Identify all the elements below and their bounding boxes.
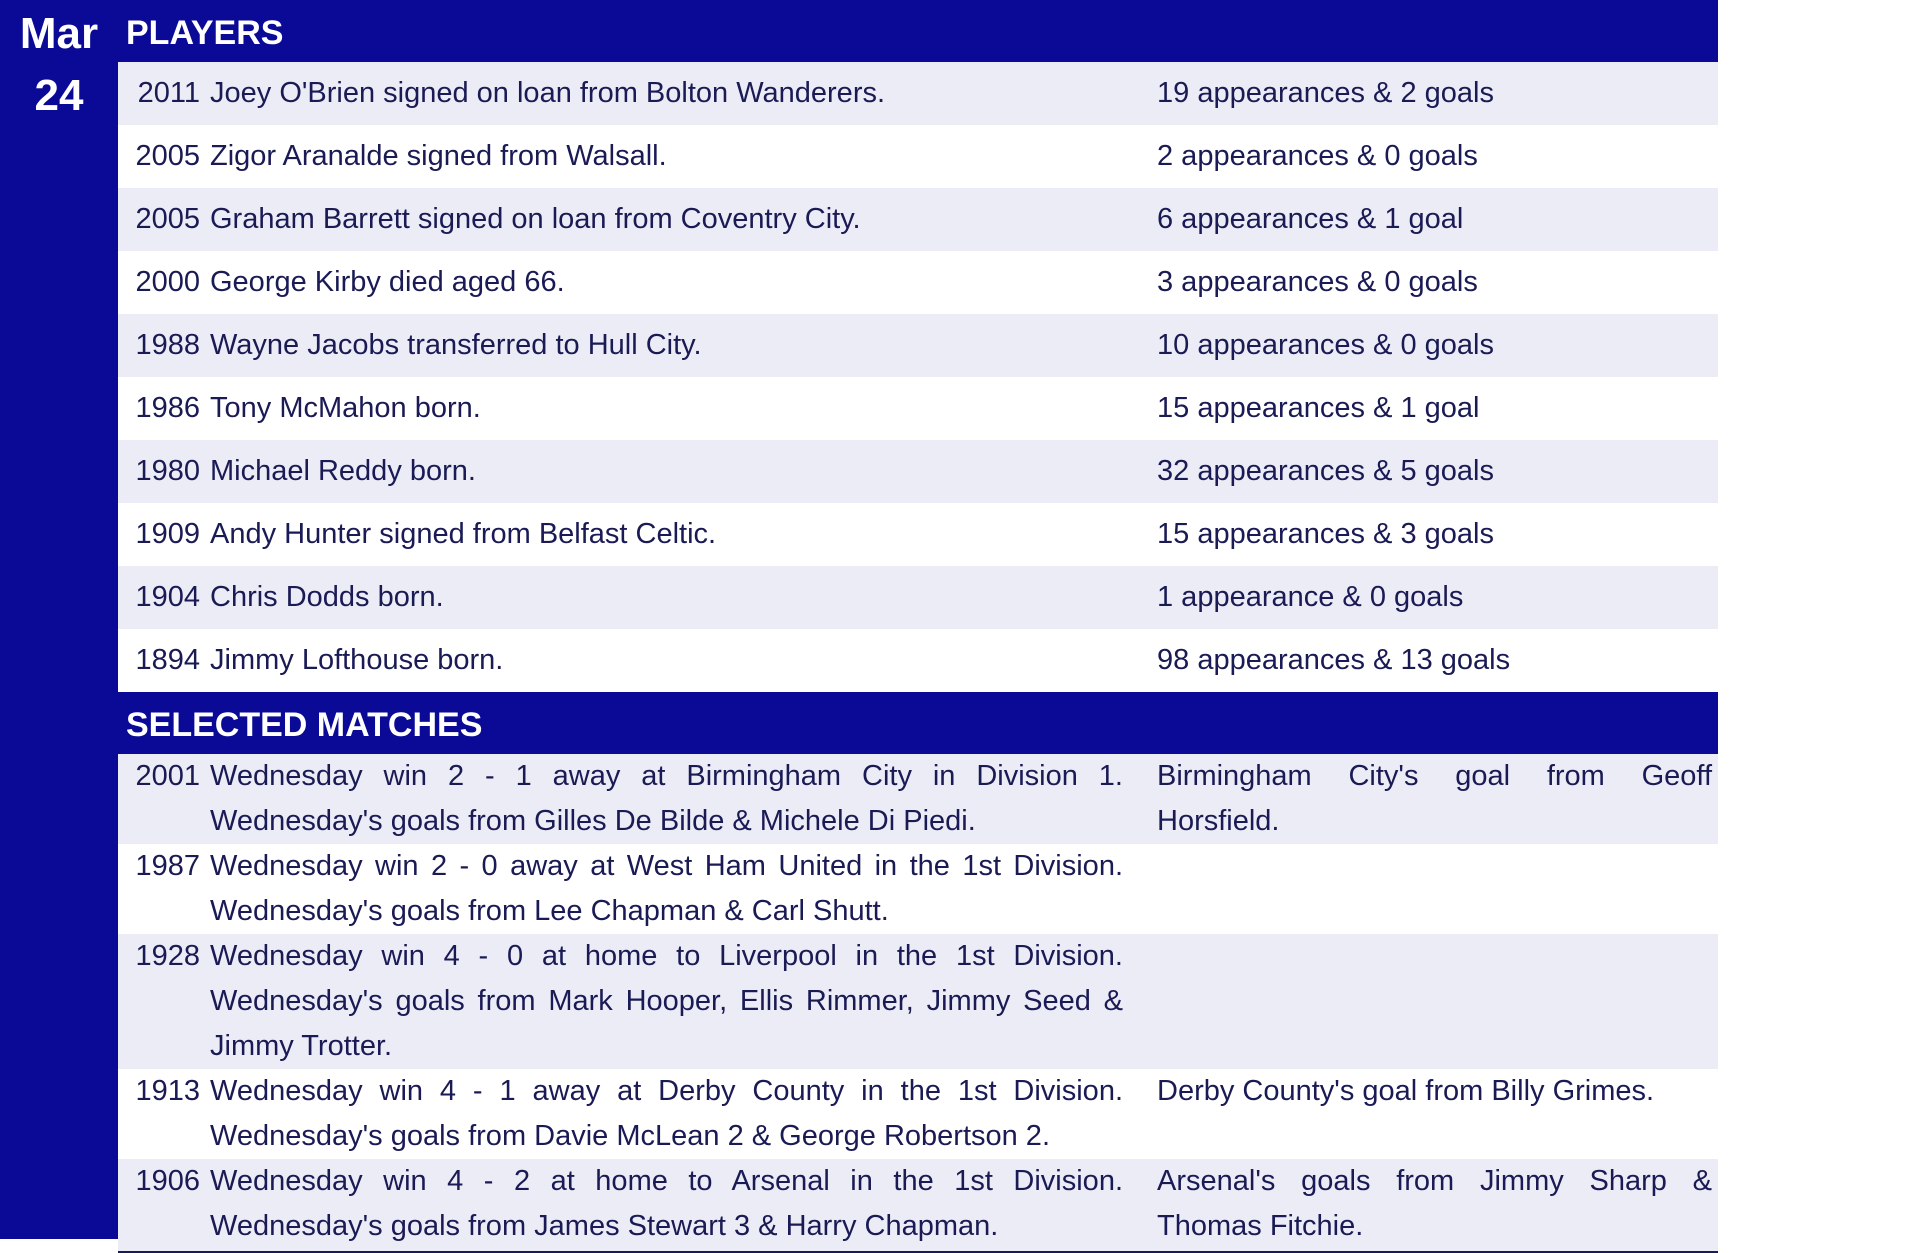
player-year: 1909 — [135, 518, 200, 550]
player-event: Zigor Aranalde signed from Walsall. — [210, 140, 667, 172]
match-row — [118, 754, 1718, 844]
match-summary: Wednesday win 2 - 0 away at West Ham United in the 1st Division. Wednesday's goals from Lee Chapman & Carl Shutt. — [210, 850, 1123, 927]
date-column — [0, 0, 118, 1239]
match-year: 2001 — [135, 760, 200, 792]
player-row — [118, 251, 1718, 314]
player-stats: 10 appearances & 0 goals — [1157, 329, 1494, 361]
player-stats: 3 appearances & 0 goals — [1157, 266, 1478, 298]
match-row — [118, 1159, 1718, 1251]
opponent-goals: Arsenal's goals from Jimmy Sharp & Thomas Fitchie. — [1157, 1165, 1712, 1242]
player-stats: 98 appearances & 13 goals — [1157, 644, 1511, 676]
player-row — [118, 377, 1718, 440]
match-year: 1906 — [135, 1165, 200, 1197]
player-event: Joey O'Brien signed on loan from Bolton Wanderers. — [210, 77, 886, 109]
match-year: 1987 — [135, 850, 200, 882]
player-event: Wayne Jacobs transferred to Hull City. — [210, 329, 702, 361]
player-stats: 1 appearance & 0 goals — [1157, 581, 1464, 613]
player-event: Jimmy Lofthouse born. — [210, 644, 504, 676]
player-row — [118, 188, 1718, 251]
player-year: 1904 — [135, 581, 200, 613]
match-row — [118, 934, 1718, 1069]
player-stats: 15 appearances & 1 goal — [1157, 392, 1480, 424]
player-year: 1988 — [135, 329, 200, 361]
player-stats: 19 appearances & 2 goals — [1157, 77, 1494, 109]
match-row — [118, 844, 1718, 934]
player-row — [118, 125, 1718, 188]
player-stats: 32 appearances & 5 goals — [1157, 455, 1494, 487]
content-area — [118, 0, 1718, 1253]
player-year: 2005 — [135, 140, 200, 172]
player-event: Tony McMahon born. — [210, 392, 481, 424]
match-row — [118, 1069, 1718, 1159]
player-year: 1980 — [135, 455, 200, 487]
player-year: 1986 — [135, 392, 200, 424]
player-row — [118, 629, 1718, 692]
date-month: Mar — [19, 9, 99, 58]
match-summary: Wednesday win 2 - 1 away at Birmingham City in Division 1. Wednesday's goals from Gilles De Bilde & Michele Di Piedi. — [210, 760, 1123, 837]
player-year: 2000 — [135, 266, 200, 298]
player-event: Chris Dodds born. — [210, 581, 444, 613]
player-row — [118, 314, 1718, 377]
player-event: Andy Hunter signed from Belfast Celtic. — [210, 518, 717, 550]
opponent-goals: Derby County's goal from Billy Grimes. — [1157, 1075, 1655, 1107]
players-section-header: PLAYERS — [118, 0, 1718, 62]
player-stats: 2 appearances & 0 goals — [1157, 140, 1478, 172]
match-summary: Wednesday win 4 - 2 at home to Arsenal in the 1st Division. Wednesday's goals from James Stewart 3 & Harry Chapman. — [210, 1165, 1123, 1242]
player-event: Graham Barrett signed on loan from Coventry City. — [210, 203, 861, 235]
player-year: 2011 — [137, 77, 200, 109]
match-summary: Wednesday win 4 - 1 away at Derby County in the 1st Division. Wednesday's goals from Davie McLean 2 & George Robertson 2. — [210, 1075, 1123, 1152]
match-summary: Wednesday win 4 - 0 at home to Liverpool in the 1st Division. Wednesday's goals from Mark Hooper, Ellis Rimmer, Jimmy Seed & Jimmy Trotter. — [210, 940, 1123, 1062]
player-row — [118, 62, 1718, 125]
player-row — [118, 503, 1718, 566]
match-year: 1913 — [135, 1075, 200, 1107]
player-row — [118, 440, 1718, 503]
player-year: 1894 — [135, 644, 200, 676]
player-event: George Kirby died aged 66. — [210, 266, 565, 298]
player-year: 2005 — [135, 203, 200, 235]
match-year: 1928 — [135, 940, 200, 972]
date-day: 24 — [34, 71, 84, 120]
matches-section-header: SELECTED MATCHES — [118, 692, 1718, 754]
opponent-goals: Birmingham City's goal from Geoff Horsfield. — [1157, 760, 1712, 837]
player-row — [118, 566, 1718, 629]
player-event: Michael Reddy born. — [210, 455, 476, 487]
player-stats: 15 appearances & 3 goals — [1157, 518, 1494, 550]
player-stats: 6 appearances & 1 goal — [1157, 203, 1464, 235]
